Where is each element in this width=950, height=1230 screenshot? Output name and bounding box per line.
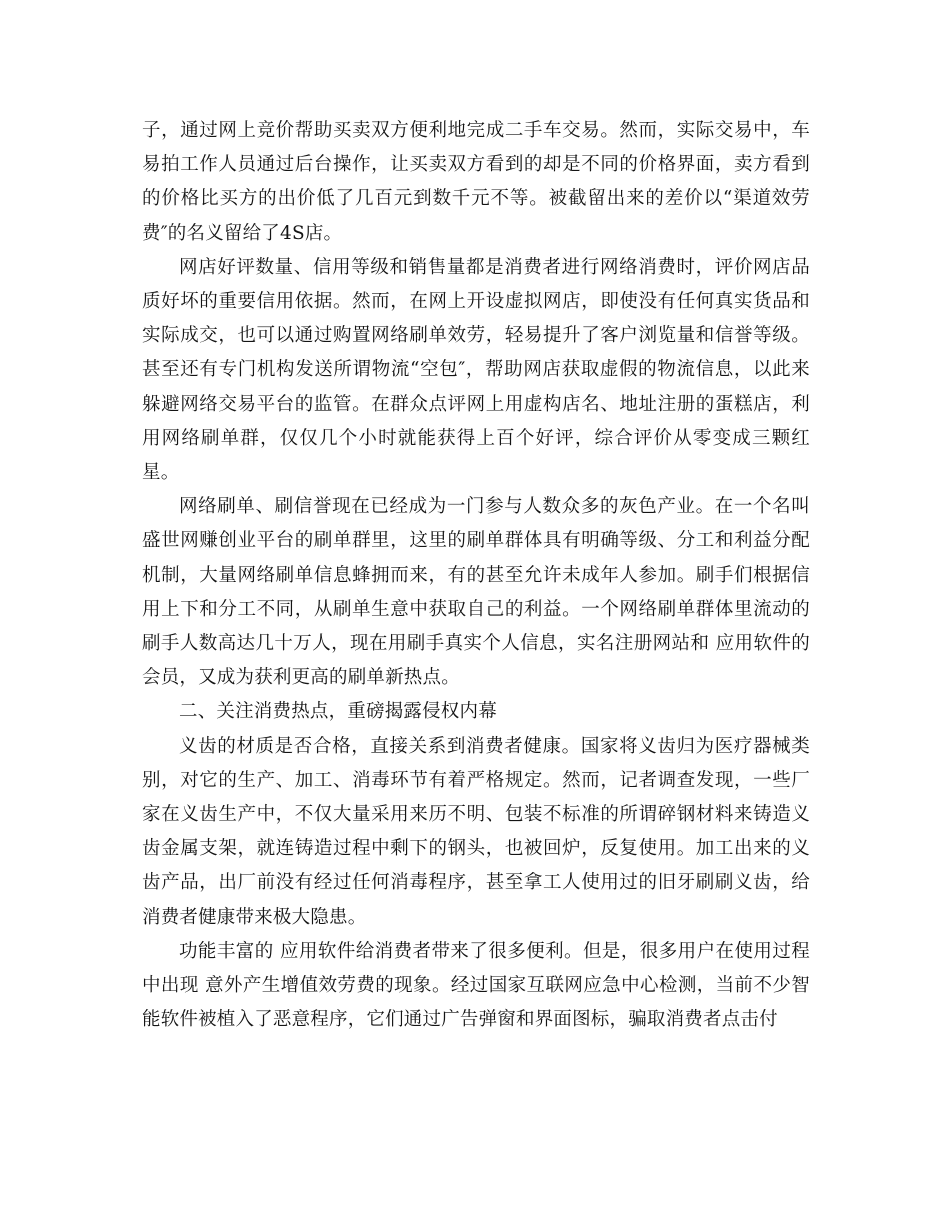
paragraph-continued: 子，通过网上竞价帮助买卖双方便利地完成二手车交易。然而，实际交易中，车易拍工作人员通过后台操作，让买卖双方看到的却是不同的价格界面，卖方看到的价格比买方的出价低了几百元到数千元不等。被截留出来的差价以“渠道效劳费″的名义留给了4S店。 [142,120,810,244]
paragraph-online-store-reviews: 网店好评数量、信用等级和销售量都是消费者进行网络消费时，评价网店品质好坏的重要信用依据。然而，在网上开设虚拟网店，即使没有任何真实货品和实际成交，也可以通过购置网络刷单效劳，轻易提升了客户浏览量和信誉等级。甚至还有专门机构发送所谓物流“空包″，帮助网店获取虚假的物流信息，以此来躲避网络交易平台的监管。在群众点评网上用虚构店名、地址注册的蛋糕店，利用网络刷单群，仅仅几个小时就能获得上百个好评，综合评价从零变成三颗红星。 [142,256,810,484]
paragraph-brushing-industry: 网络刷单、刷信誉现在已经成为一门参与人数众多的灰色产业。在一个名叫盛世网赚创业平台的刷单群里，这里的刷单群体具有明确等级、分工和利益分配机制，大量网络刷单信息蜂拥而来，有的甚至允许未成年人参加。刷手们根据信用上下和分工不同，从刷单生意中获取自己的利益。一个网络刷单群体里流动的刷手人数高达几十万人，现在用刷手真实个人信息，实名注册网站和 应用软件的会员，又成为获利更高的刷单新热点。 [142,496,810,689]
paragraph-app-software: 功能丰富的 应用软件给消费者带来了很多便利。但是，很多用户在使用过程中出现 意外产生增值效劳费的现象。经过国家互联网应急中心检测，当前不少智能软件被植入了恶意程序，它们通过广告弹窗和界面图标，骗取消费者点击付 [142,940,810,1031]
paragraph-dentures: 义齿的材质是否合格，直接关系到消费者健康。国家将义齿归为医疗器械类别，对它的生产、加工、消毒环节有着严格规定。然而，记者调查发现，一些厂家在义齿生产中，不仅大量采用来历不明、包装不标准的所谓碎钢材料来铸造义齿金属支架，就连铸造过程中剩下的钢头，也被回炉，反复使用。加工出来的义齿产品，出厂前没有经过任何消毒程序，甚至拿工人使用过的旧牙刷刷义齿，给消费者健康带来极大隐患。 [142,735,810,928]
section-heading: 二、关注消费热点，重磅揭露侵权内幕 [179,701,497,723]
document-body [142,114,810,1037]
